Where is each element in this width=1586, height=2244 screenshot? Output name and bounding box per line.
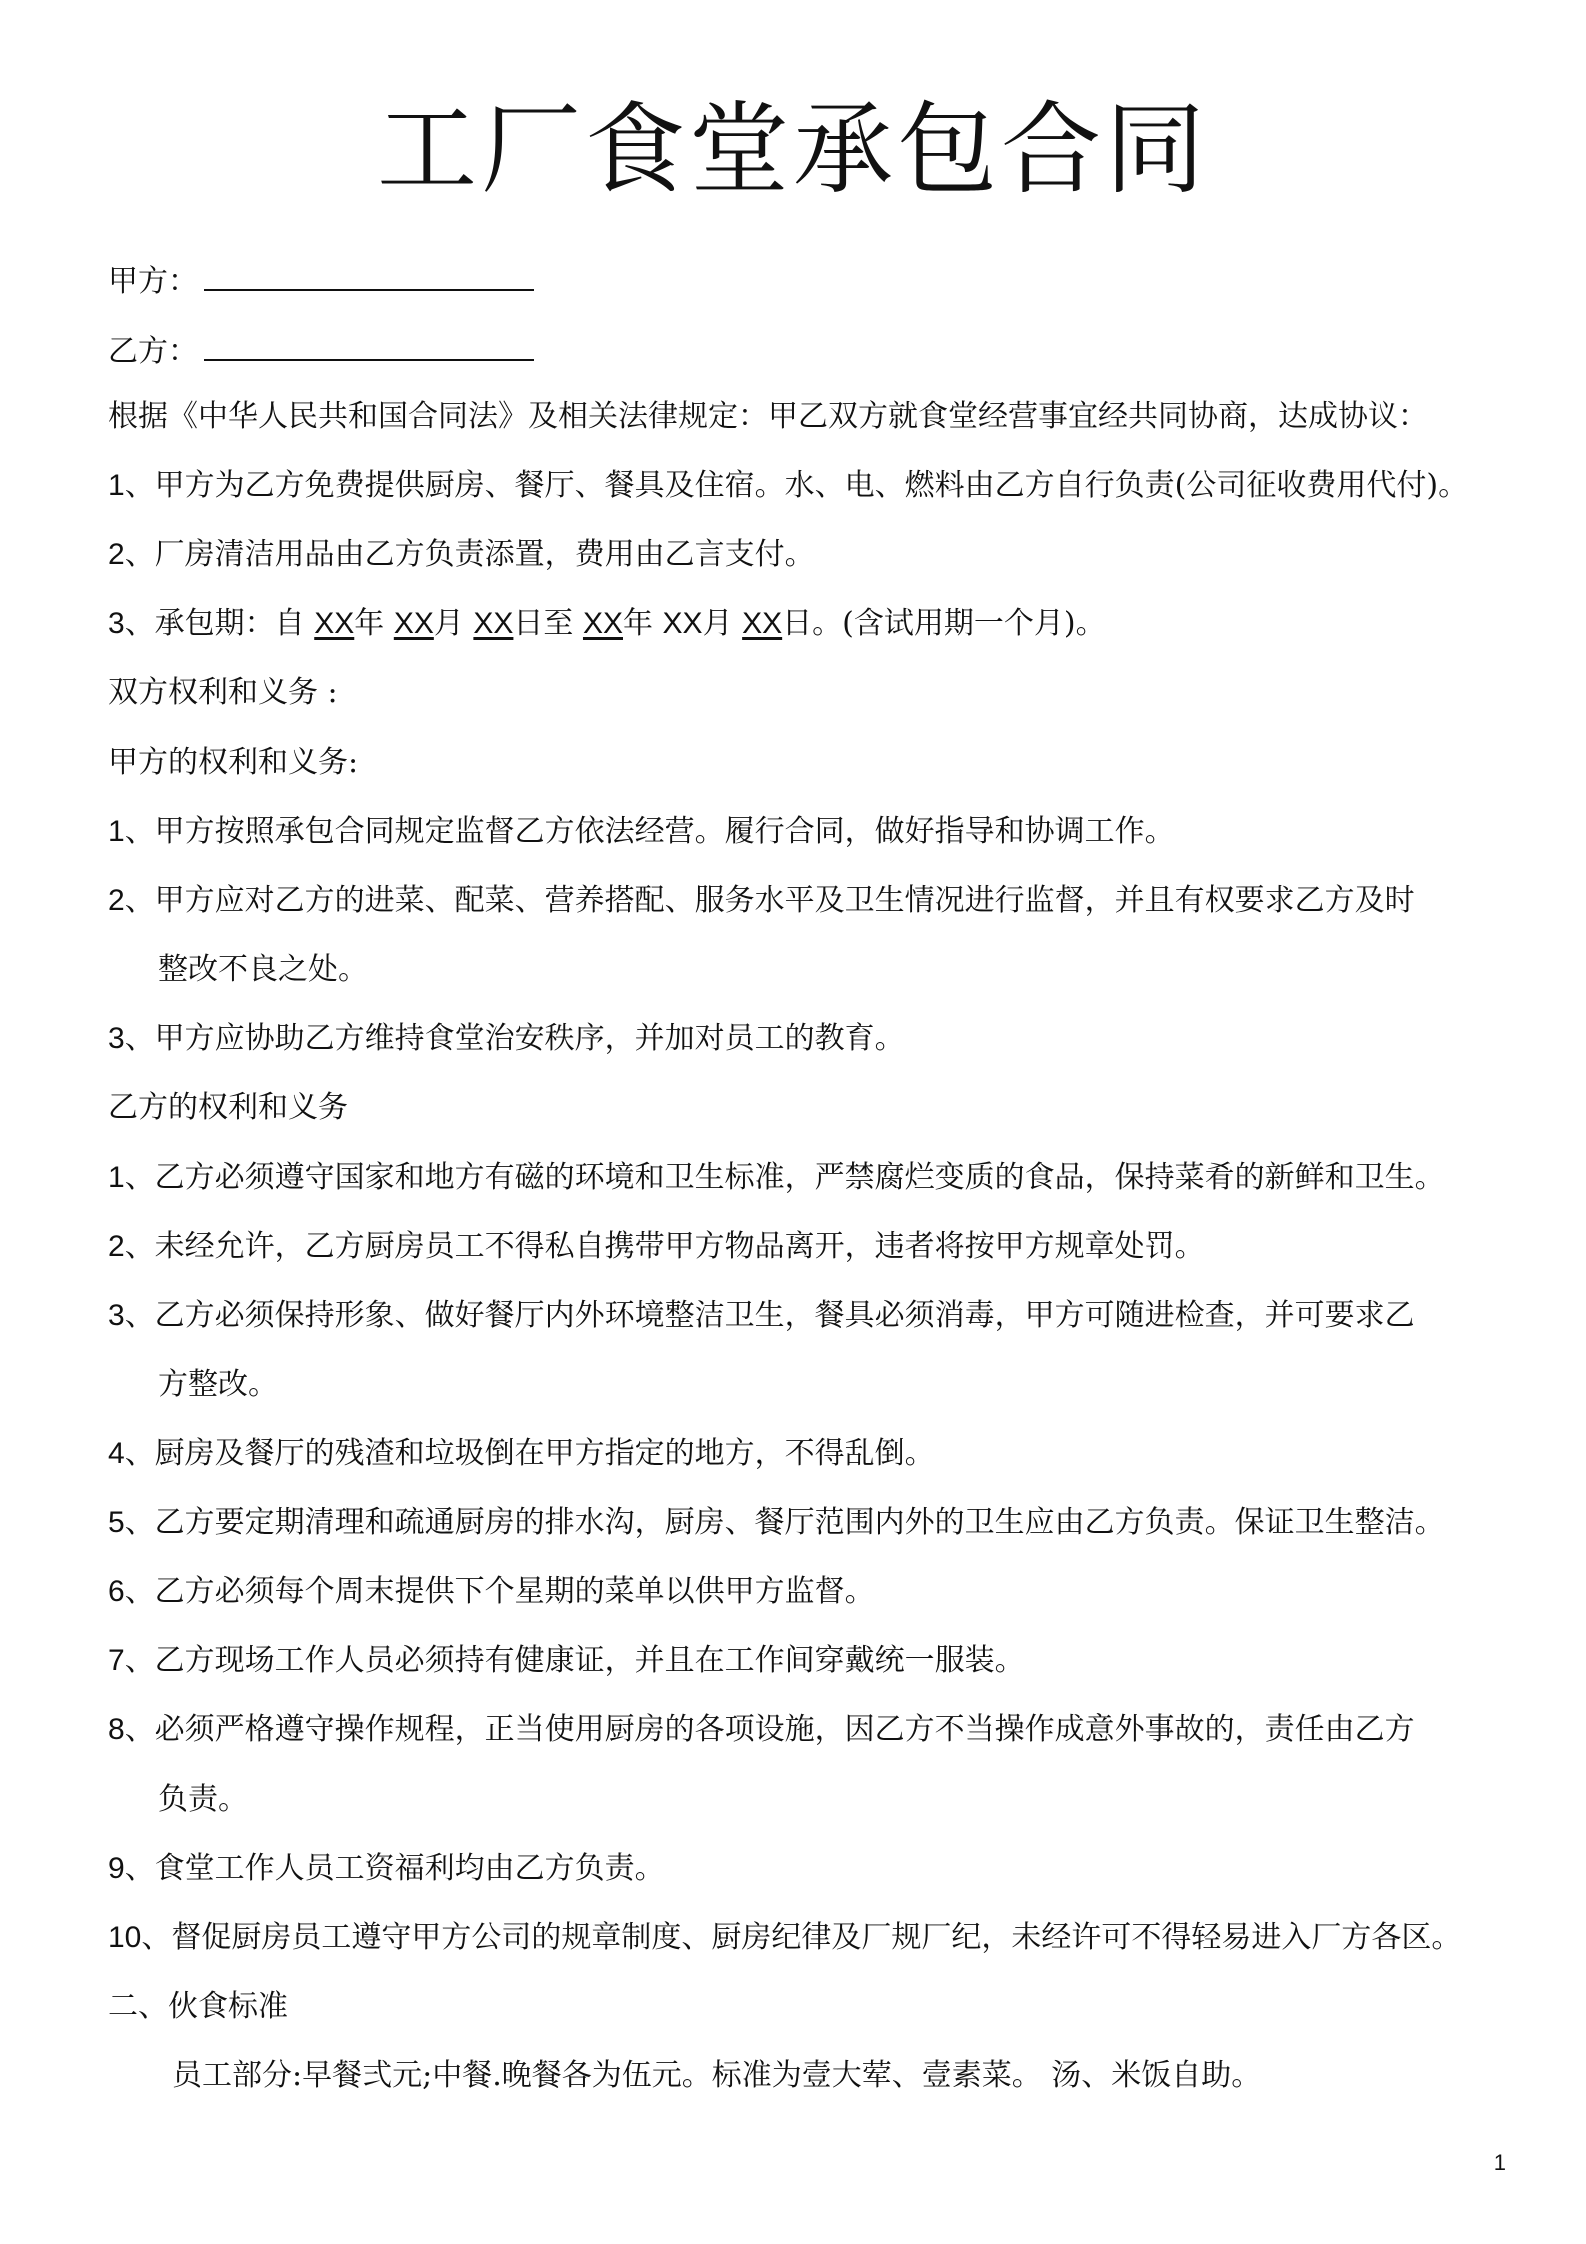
term-text: 年 (623, 606, 663, 641)
item-number: 1 (108, 1161, 125, 1194)
list-item (108, 468, 1469, 503)
item-number: 2 (108, 1230, 125, 1263)
item-number: 3 (108, 1299, 125, 1332)
start-year: XX (314, 607, 355, 640)
item-text: 、乙方必须保持形象、做好餐厅内外环境整洁卫生，餐具必须消毒，甲方可随进检查，并可要求乙 (124, 1298, 1415, 1333)
term-text: 日。(含试用期一个月)。 (782, 606, 1106, 641)
party-a-line (108, 263, 534, 297)
start-month: XX (393, 607, 434, 640)
item-number: 2 (108, 538, 125, 571)
end-year: XX (582, 607, 623, 640)
term-item (108, 606, 1106, 641)
item-number: 9 (108, 1852, 125, 1885)
item-text: 、甲方按照承包合同规定监督乙方依法经营。履行合同，做好指导和协调工作。 (124, 814, 1175, 849)
list-item (108, 1643, 1025, 1678)
item-number: 3 (108, 1022, 125, 1055)
term-text: 月 (702, 606, 743, 641)
list-item (108, 1021, 905, 1056)
list-item (108, 883, 1415, 918)
term-prefix: 、承包期：自 (124, 606, 315, 641)
party-b-rights-heading: 乙方的权利和义务 (108, 1090, 348, 1125)
item-number: 8 (108, 1713, 125, 1746)
item-text: 、食堂工作人员工资福利均由乙方负责。 (124, 1851, 665, 1886)
page-number: 1 (1493, 2150, 1506, 2175)
intro-paragraph: 根据《中华人民共和国合同法》及相关法律规定：甲乙双方就食堂经营事宜经共同协商，达成协议： (108, 399, 1428, 434)
party-a-label: 甲方： (108, 264, 198, 299)
list-item (108, 1574, 875, 1609)
party-a-rights-heading: 甲方的权利和义务: (108, 745, 359, 780)
list-item (108, 1229, 1205, 1264)
item-text: 、厂房清洁用品由乙方负责添置，费用由乙言支付。 (124, 537, 815, 572)
term-text: 年 (354, 606, 394, 641)
item-number: 7 (108, 1644, 125, 1677)
item-number: 3 (108, 607, 125, 640)
party-b-label: 乙方： (108, 334, 198, 369)
item-number: 1 (108, 469, 125, 502)
item-number: 2 (108, 884, 125, 917)
list-item (108, 1851, 665, 1886)
item-number: 5 (108, 1506, 125, 1539)
item-text: 、甲方为乙方免费提供厨房、餐厅、餐具及住宿。水、电、燃料由乙方自行负责(公司征收费用代付)。 (124, 468, 1469, 503)
end-day: XX (742, 607, 783, 640)
item-number: 1 (108, 815, 125, 848)
party-b-blank (204, 333, 534, 361)
food-text: 员工部分:早餐弍元;中餐.晚餐各为伍元。标准为壹大荤、壹素菜。 汤、米饭自助。 (172, 2058, 1262, 2093)
item-text: 、甲方应协助乙方维持食堂治安秩序，并加对员工的教育。 (124, 1021, 905, 1056)
item-continuation: 负责。 (158, 1782, 248, 1817)
list-item (108, 814, 1175, 849)
item-text: 、督促厨房员工遵守甲方公司的规章制度、厨房纪律及厂规厂纪，未经许可不得轻易进入厂方各区。 (141, 1920, 1462, 1955)
item-number: 10 (108, 1921, 142, 1954)
item-text: 、未经允许，乙方厨房员工不得私自携带甲方物品离开，违者将按甲方规章处罚。 (124, 1229, 1205, 1264)
item-text: 、甲方应对乙方的进菜、配菜、营养搭配、服务水平及卫生情况进行监督，并且有权要求乙方及时 (124, 883, 1415, 918)
item-number: 4 (108, 1437, 125, 1470)
rights-heading: 双方权利和义务 : (108, 675, 338, 710)
item-continuation: 方整改。 (158, 1367, 278, 1402)
start-day: XX (473, 607, 514, 640)
item-text: 、乙方要定期清理和疏通厨房的排水沟，厨房、餐厅范围内外的卫生应由乙方负责。保证卫生整洁。 (124, 1505, 1445, 1540)
party-b-line (108, 333, 534, 367)
item-number: 6 (108, 1575, 125, 1608)
list-item (108, 1298, 1415, 1333)
list-item (108, 1920, 1462, 1955)
list-item (108, 537, 815, 572)
item-text: 、必须严格遵守操作规程，正当使用厨房的各项设施，因乙方不当操作成意外事故的，责任由乙方 (124, 1712, 1415, 1747)
food-heading: 二、伙食标准 (108, 1989, 288, 2024)
list-item (108, 1436, 935, 1471)
item-text: 、乙方现场工作人员必须持有健康证，并且在工作间穿戴统一服装。 (124, 1643, 1025, 1678)
end-month: XX (662, 607, 703, 640)
party-a-blank (204, 263, 534, 291)
item-continuation: 整改不良之处。 (158, 952, 368, 987)
item-text: 、乙方必须每个周末提供下个星期的菜单以供甲方监督。 (124, 1574, 875, 1609)
item-text: 、乙方必须遵守国家和地方有磁的环境和卫生标准，严禁腐烂变质的食品，保持菜肴的新鲜和卫生。 (124, 1160, 1445, 1195)
item-text: 、厨房及餐厅的残渣和垃圾倒在甲方指定的地方，不得乱倒。 (124, 1436, 935, 1471)
list-item (108, 1160, 1445, 1195)
list-item (108, 1505, 1445, 1540)
term-text: 日至 (513, 606, 583, 641)
term-text: 月 (433, 606, 474, 641)
page-title: 工厂食堂承包合同 (377, 91, 1209, 208)
list-item (108, 1712, 1415, 1747)
